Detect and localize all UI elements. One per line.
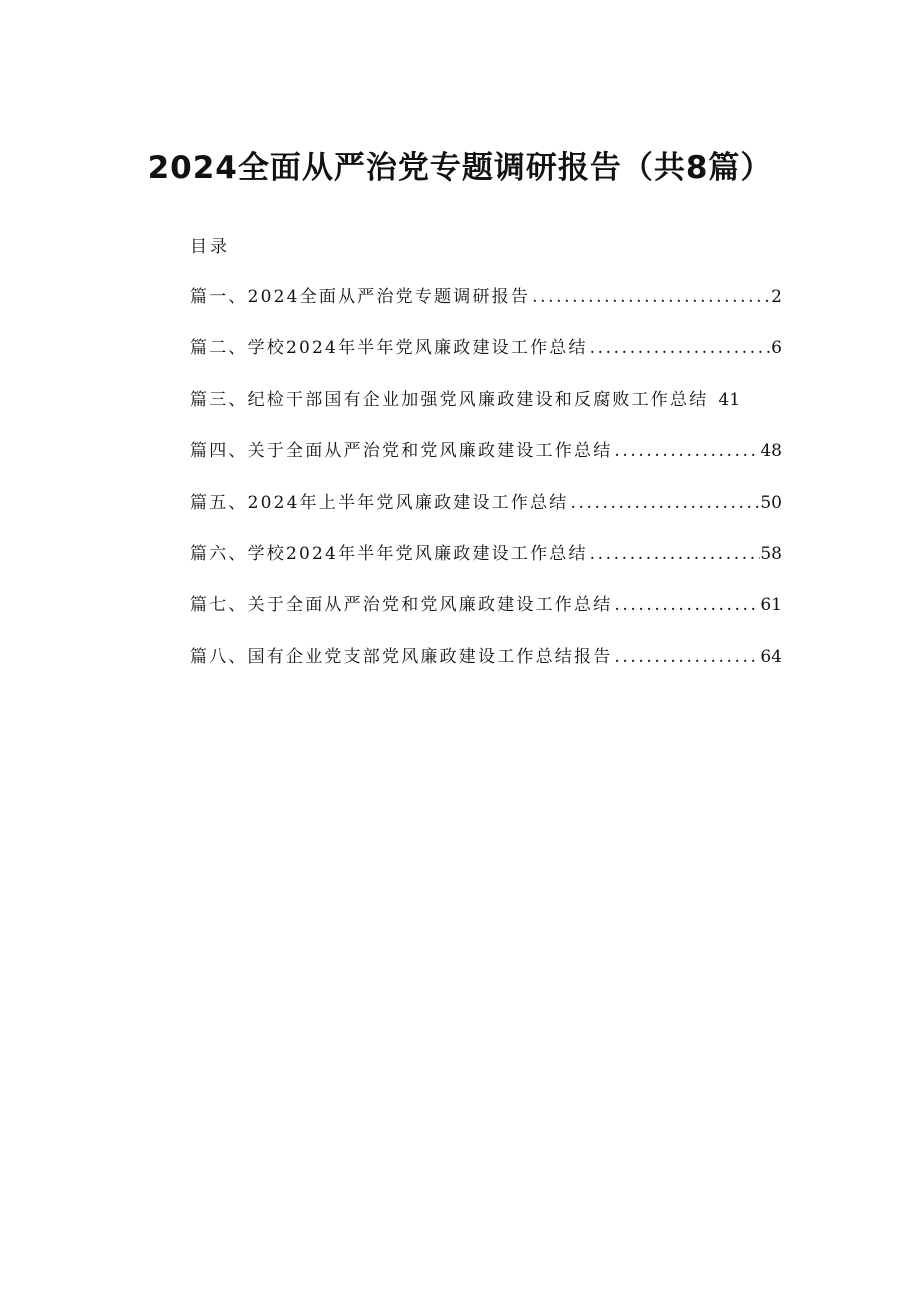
toc-entry-7[interactable]	[190, 592, 782, 643]
toc-entry-2[interactable]	[190, 335, 782, 386]
toc-entry-label: 篇五、2024年上半年党风廉政建设工作总结	[190, 492, 569, 513]
toc-page-number: 64	[760, 646, 782, 667]
toc-entry-8[interactable]	[190, 644, 782, 695]
toc-entry-label: 篇四、关于全面从严治党和党风廉政建设工作总结	[190, 441, 613, 462]
toc-entry-4[interactable]	[190, 438, 782, 489]
toc-heading: 目录	[190, 237, 230, 257]
toc-entry-label: 篇二、学校2024年半年党风廉政建设工作总结	[190, 338, 588, 359]
toc-entry-3[interactable]	[190, 387, 782, 438]
toc-entry-label: 篇六、学校2024年半年党风廉政建设工作总结	[190, 543, 588, 564]
toc-page-number: 41	[718, 389, 741, 410]
document-title: 2024全面从严治党专题调研报告（共8篇）	[147, 150, 773, 186]
toc-leader-dots	[530, 284, 771, 310]
toc-entry-5[interactable]	[190, 490, 782, 541]
toc-leader-dots	[612, 592, 760, 618]
toc-entry-label: 篇三、纪检干部国有企业加强党风廉政建设和反腐败工作总结	[190, 389, 709, 410]
toc-page-number: 61	[760, 595, 782, 616]
toc-entry-label: 篇八、国有企业党支部党风廉政建设工作总结报告	[190, 646, 613, 667]
table-of-contents	[190, 284, 782, 695]
toc-entry-6[interactable]	[190, 541, 782, 592]
toc-page-number: 6	[771, 338, 782, 359]
toc-page-number: 2	[771, 287, 782, 307]
toc-page-number: 48	[760, 441, 782, 462]
toc-page-number: 58	[760, 543, 782, 564]
toc-page-number: 50	[760, 492, 782, 513]
toc-entry-1[interactable]	[190, 284, 782, 335]
toc-entry-label: 篇一、2024全面从严治党专题调研报告	[190, 287, 531, 307]
toc-leader-dots	[568, 490, 760, 516]
toc-leader-dots	[612, 438, 760, 464]
toc-leader-dots	[588, 335, 772, 361]
toc-entry-label: 篇七、关于全面从严治党和党风廉政建设工作总结	[190, 595, 613, 616]
toc-leader-dots	[588, 541, 761, 567]
toc-leader-dots	[612, 644, 760, 670]
